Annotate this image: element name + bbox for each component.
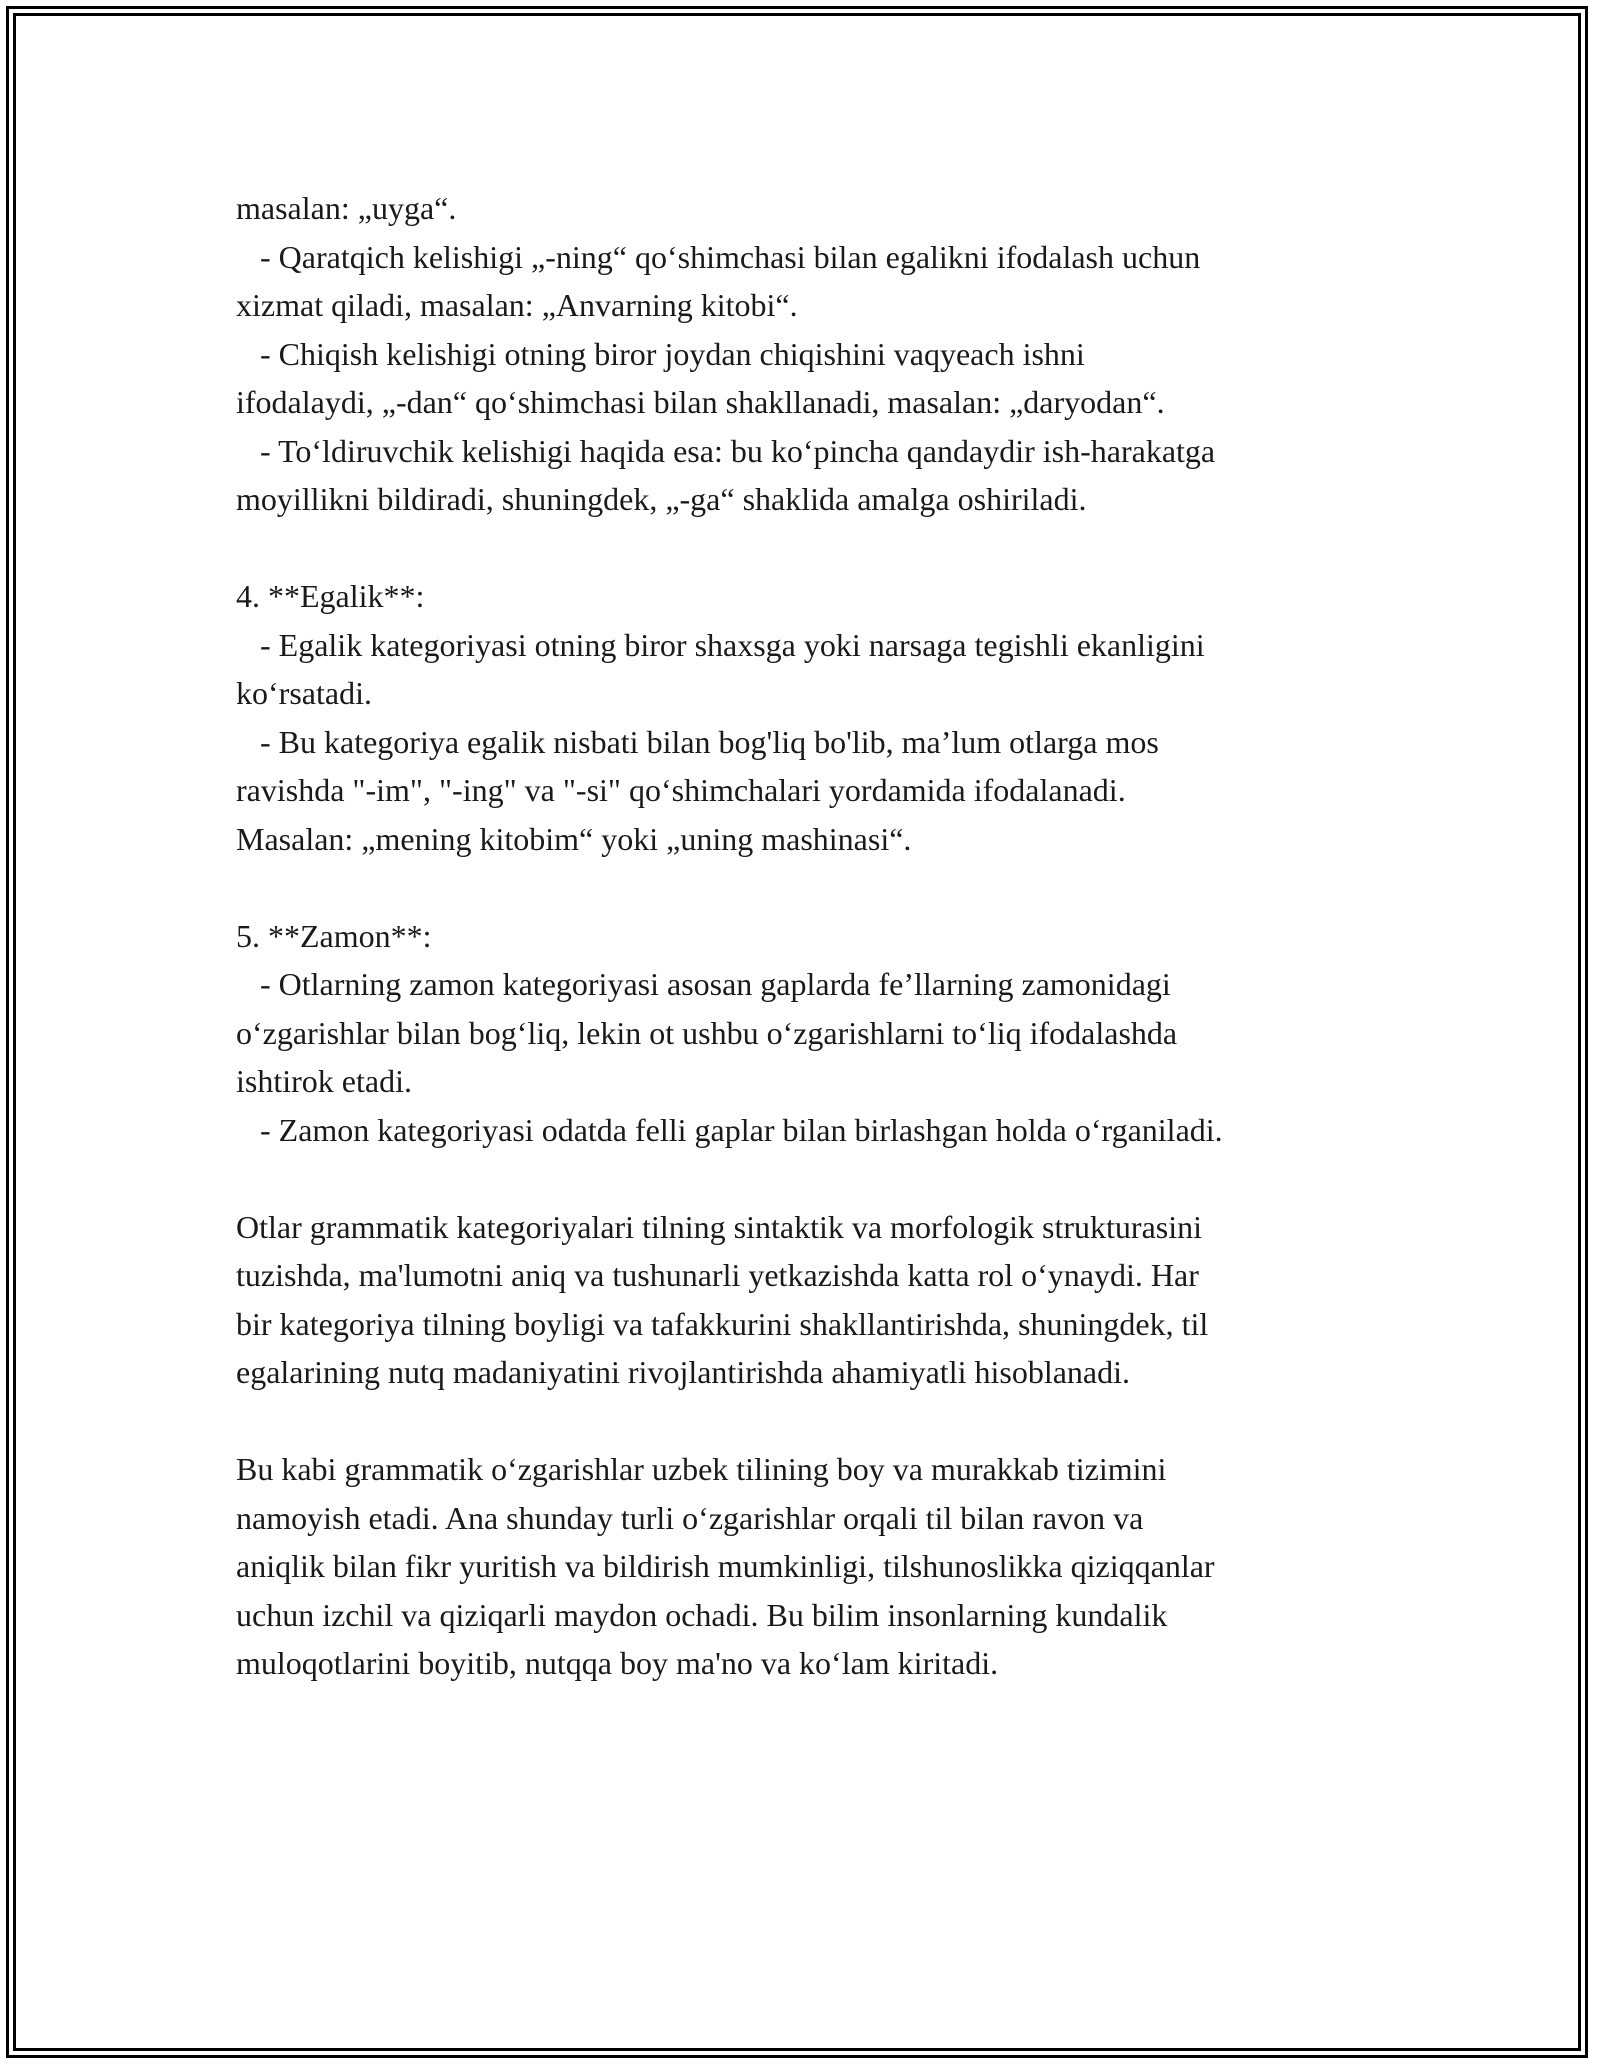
text-line: egalarining nutq madaniyatini rivojlantirishda ahamiyatli hisoblanadi.	[236, 1354, 1130, 1390]
section-zamon	[236, 912, 1416, 1155]
paragraph-conclusion	[236, 1445, 1416, 1688]
text-line: - Bu kategoriya egalik nisbati bilan bog'liq bo'lib, ma’lum otlarga mos	[236, 723, 1159, 760]
text-line: muloqotlarini boyitib, nutqqa boy ma'no va ko‘lam kiritadi.	[236, 1645, 999, 1681]
text-line: - Egalik kategoriyasi otning biror shaxsga yoki narsaga tegishli ekanligini	[236, 626, 1205, 663]
section-heading: 5. **Zamon**:	[236, 917, 432, 954]
text-line: bir kategoriya tilning boyligi va tafakkurini shakllantirishda, shuningdek, til	[236, 1305, 1209, 1342]
paragraph-summary	[236, 1203, 1416, 1397]
text-line: Bu kabi grammatik o‘zgarishlar uzbek tilining boy va murakkab tizimini	[236, 1451, 1167, 1487]
paragraph-cases	[236, 184, 1416, 524]
text-line: aniqlik bilan fikr yuritish va bildirish mumkinligi, tilshunoslikka qiziqqanlar	[236, 1548, 1215, 1584]
text-line: xizmat qiladi, masalan: „Anvarning kitobi“.	[236, 287, 798, 323]
paragraph-gap	[236, 1397, 1416, 1446]
text-line: ishtirok etadi.	[236, 1063, 412, 1099]
paragraph-gap	[236, 1154, 1416, 1203]
text-line: - Chiqish kelishigi otning biror joydan chiqishini vaqyeach ishni	[236, 335, 1085, 372]
text-line: - Otlarning zamon kategoriyasi asosan gaplarda fe’llarning zamonidagi	[236, 966, 1171, 1002]
text-line: o‘zgarishlar bilan bog‘liq, lekin ot ushbu o‘zgarishlarni to‘liq ifodalashda	[236, 1014, 1178, 1051]
document-body	[236, 184, 1416, 1688]
text-line: ravishda "-im", "-ing" va "-si" qo‘shimchalari yordamida ifodalanadi.	[236, 772, 1126, 808]
text-line: ko‘rsatadi.	[236, 675, 372, 711]
text-line: namoyish etadi. Ana shunday turli o‘zgarishlar orqali til bilan ravon va	[236, 1499, 1144, 1536]
text-line: Otlar grammatik kategoriyalari tilning sintaktik va morfologik strukturasini	[236, 1208, 1203, 1245]
text-line: - Qaratqich kelishigi „-ning“ qo‘shimchasi bilan egalikni ifodalash uchun	[236, 238, 1201, 275]
text-line: Masalan: „mening kitobim“ yoki „uning mashinasi“.	[236, 820, 912, 857]
paragraph-gap	[236, 863, 1416, 912]
paragraph-gap	[236, 524, 1416, 573]
text-line: ifodalaydi, „-dan“ qo‘shimchasi bilan shakllanadi, masalan: „daryodan“.	[236, 384, 1165, 420]
section-egalik	[236, 572, 1416, 863]
text-line: - Zamon kategoriyasi odatda felli gaplar bilan birlashgan holda o‘rganiladi.	[236, 1111, 1223, 1148]
text-line: moyillikni bildiradi, shuningdek, „-ga“ shaklida amalga oshiriladi.	[236, 481, 1087, 517]
text-line: uchun izchil va qiziqarli maydon ochadi. Bu bilim insonlarning kundalik	[236, 1596, 1168, 1633]
text-line: tuzishda, ma'lumotni aniq va tushunarli yetkazishda katta rol o‘ynaydi. Har	[236, 1257, 1199, 1293]
text-line: masalan: „uyga“.	[236, 190, 457, 226]
text-line: - To‘ldiruvchik kelishigi haqida esa: bu ko‘pincha qandaydir ish-harakatga	[236, 432, 1216, 469]
section-heading: 4. **Egalik**:	[236, 578, 425, 614]
